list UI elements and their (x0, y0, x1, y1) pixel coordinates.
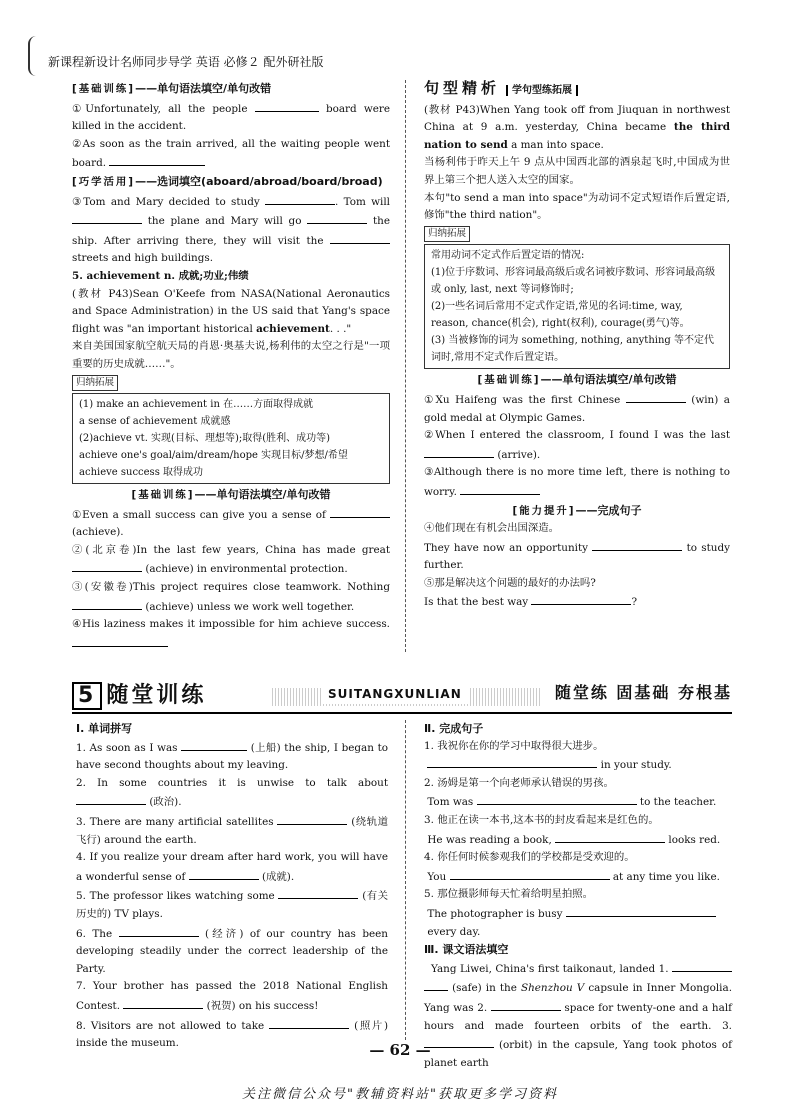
section-tag: [基础训练] (72, 83, 136, 95)
expansion-box (72, 393, 390, 484)
question-text: ④His laziness makes it impossible for him achieve success. (72, 618, 390, 631)
question-text: board were killed in the accident. (72, 102, 391, 133)
question-text: They have now an opportunity (424, 541, 589, 554)
section-tag: [能力提升] (512, 504, 576, 517)
question-text: (政治). (149, 796, 182, 809)
bottom-right-column (424, 720, 732, 1069)
box-line: achieve one's goal/aim/dream/hope 实现目标/梦想/希望 (79, 450, 348, 462)
question-text: 1. As soon as I was (76, 741, 178, 754)
section-heading: Ⅰ. 单词拼写 (76, 722, 133, 735)
example-text: (教材 P43)Sean O'Keefe from NASA(National Aeronautics and Space Administration) in the US said that Yang's space flight was "an important historical (72, 287, 390, 335)
example-text: a man into space. (507, 138, 604, 151)
question-text: (有关历史的) TV plays. (76, 890, 388, 920)
question-text: 6. The (76, 927, 113, 940)
answer-blank[interactable] (626, 390, 686, 403)
answer-blank[interactable] (555, 830, 665, 843)
section-tag: [基础训练] (131, 489, 195, 502)
example-translation: 当杨利伟于昨天上午 9 点从中国西北部的酒泉起飞时,中国成为世界上第三个把人送入太空的国家。 (424, 156, 730, 186)
question-text: 8. Visitors are not allowed to take (76, 1019, 265, 1032)
grammar-box (424, 244, 730, 369)
answer-blank[interactable] (491, 998, 561, 1011)
guina-tag: 归纳拓展 (72, 375, 118, 391)
section-tag: [基础训练] (477, 374, 541, 387)
question-cn: 3. 他正在读一本书,这本书的封皮看起来是红色的。 (424, 813, 659, 826)
question-text: to the teacher. (639, 796, 717, 809)
answer-blank[interactable] (330, 231, 390, 244)
answer-blank[interactable] (255, 99, 319, 112)
answer-blank[interactable] (181, 738, 247, 751)
question-text: (经济) of our country has been developing steadily under the correct leadership of the Party. (76, 927, 388, 975)
question-text: in your study. (600, 759, 672, 772)
question-text: ③(安徽卷)This project requires close teamwork. Nothing (72, 581, 390, 594)
question-text: (上船) the ship, I began to have second thoughts about my leaving. (76, 741, 388, 772)
question-text: (achieve) unless we work well together. (145, 600, 355, 613)
grammar-note: 本句"to send a man into space"为动词不定式短语作后置定语,修饰"the third nation"。 (424, 191, 730, 222)
question-text: (achieve) in environmental protection. (145, 563, 348, 576)
answer-blank[interactable] (119, 924, 199, 937)
question-text: 3. There are many artificial satellites (76, 815, 274, 828)
answer-blank[interactable] (277, 812, 347, 825)
banner-number: 5 (72, 682, 102, 710)
section-desc: ——单句语法填空/单句改错 (540, 373, 677, 387)
box-line: (2)achieve vt. 实现(目标、理想等);取得(胜利、成功等) (79, 433, 331, 445)
question-text: looks red. (668, 833, 721, 846)
answer-blank[interactable] (460, 482, 540, 495)
question-cn: 5. 那位摄影师每天忙着给明星拍照。 (424, 888, 594, 901)
banner-pinyin: SUITANGXUNLIAN (322, 686, 468, 704)
question-cn: ⑤那是解决这个问题的最好的办法吗? (424, 576, 596, 589)
example-bold: the third nation to send (424, 121, 731, 151)
question-cn: 2. 汤姆是第一个向老师承认错误的男孩。 (424, 776, 614, 789)
answer-blank[interactable] (269, 1016, 349, 1029)
section-desc: ——选词填空(aboard/abroad/board/broad) (135, 174, 383, 188)
question-text: (成就). (261, 870, 295, 883)
section-subtitle: 学句型练拓展 (506, 85, 578, 96)
question-text: ①Even a small success can give you a sense of (72, 508, 326, 521)
section-title: 句型精析 (424, 79, 501, 97)
answer-blank[interactable] (307, 211, 367, 224)
question-text: ②As soon as the train arrived, all the waiting people went board. (72, 137, 390, 170)
example-translation: 来自美国国家航空航天局的肖恩·奥基夫说,杨利伟的太空之行是"一项重要的历史成就……"。 (72, 340, 390, 370)
question-text: ①Xu Haifeng was the first Chinese (424, 393, 621, 406)
answer-blank[interactable] (566, 904, 716, 917)
question-text: every day. (427, 925, 481, 938)
column-divider (405, 80, 406, 652)
section-desc: ——单句语法填空/单句改错 (194, 488, 331, 502)
question-text: 2. In some countries it is unwise to talk about (76, 776, 388, 789)
answer-blank[interactable] (123, 996, 203, 1009)
answer-blank[interactable] (72, 559, 142, 572)
answer-blank[interactable] (265, 192, 335, 205)
question-text: (绕轨道飞行) around the earth. (76, 815, 388, 846)
box-line: achieve success 取得成功 (79, 467, 203, 479)
question-text: 5. The professor likes watching some (76, 890, 275, 903)
question-text: to study further. (424, 541, 730, 572)
left-column (72, 80, 390, 652)
right-column (424, 80, 730, 652)
box-line: (1)位于序数词、形容词最高级后或名词被序数词、形容词最高级或 only, last, next 等词修饰时; (431, 267, 716, 296)
answer-blank[interactable] (477, 792, 637, 805)
answer-blank[interactable] (531, 592, 631, 605)
example-bold: achievement (256, 322, 330, 335)
answer-blank[interactable] (424, 445, 494, 458)
section-desc: ——单句语法填空/单句改错 (135, 82, 272, 95)
box-line: a sense of achievement 成就感 (79, 416, 231, 428)
question-text: streets and high buildings. (72, 252, 214, 265)
question-text: He was reading a book, (427, 833, 552, 846)
bottom-left-column (76, 720, 389, 1050)
section-desc: ——完成句子 (575, 503, 642, 517)
section-heading: Ⅲ. 课文语法填空 (424, 943, 509, 957)
banner-title (72, 682, 206, 710)
box-line: (1) make an achievement in 在……方面取得成就 (79, 399, 314, 411)
footer-note: 关注微信公众号"教辅资料站"获取更多学习资料 (242, 1087, 558, 1102)
question-text: ? (631, 596, 638, 609)
answer-blank[interactable] (72, 211, 142, 224)
question-text: (achieve). (72, 526, 124, 539)
passage-text: (orbit) in the capsule, Yang took photos of planet earth (424, 1039, 732, 1069)
banner-title-text: 随堂训练 (106, 683, 207, 709)
question-text: The photographer is busy (427, 907, 563, 920)
answer-blank[interactable] (76, 792, 146, 805)
guina-tag: 归纳拓展 (424, 226, 470, 242)
example-text: (教材 P43)When Yang took off from Jiuquan in northwest China at 9 a.m. yesterday, China became (424, 103, 730, 134)
question-text: 7. Your brother has passed the 2018 National English Contest. (76, 980, 388, 1012)
question-cn: 4. 你任何时候参观我们的学校都是受欢迎的。 (424, 851, 635, 864)
question-text: ③Although there is no more time left, there is nothing to worry. (424, 466, 730, 498)
page-number: — 62 — (369, 1041, 431, 1059)
passage-text: space for twenty-one and a half hours and made fourteen orbits of the earth. 3. (424, 1001, 732, 1032)
question-text: the ship. After arriving there, they will visit the (72, 215, 390, 247)
column-divider (405, 720, 406, 1040)
question-text: (arrive). (497, 448, 541, 461)
question-text: You (427, 870, 447, 883)
question-text: ①Unfortunately, all the people (72, 102, 248, 115)
question-text: . Tom will (335, 195, 390, 208)
question-text: (祝贺) on his success! (206, 999, 319, 1012)
banner-slogan: 随堂练 固基础 夯根基 (554, 683, 732, 702)
question-text: 4. If you realize your dream after hard work, you will have a wonderful sense of (76, 851, 388, 883)
question-cn: 1. 我祝你在你的学习中取得很大进步。 (424, 739, 604, 752)
answer-blank[interactable] (330, 505, 390, 518)
passage-italic: Shenzhou V (520, 982, 585, 995)
example-text: . . ." (329, 322, 352, 335)
answer-blank[interactable] (72, 634, 168, 647)
answer-blank[interactable] (72, 597, 142, 610)
page-header (28, 36, 768, 76)
question-text: (win) a gold medal at Olympic Games. (424, 393, 730, 424)
box-line: 常用动词不定式作后置定语的情况: (431, 250, 585, 262)
header-title: 新课程新设计名师同步导学 英语 必修２ 配外研社版 (48, 55, 324, 69)
answer-blank[interactable] (109, 153, 205, 166)
question-text: ③Tom and Mary decided to study (72, 195, 260, 208)
question-text: (照片) inside the museum. (76, 1019, 389, 1050)
box-line: (2)一些名词后常用不定式作定语,常见的名词:time, way, reason, chance(机会), right(权利), courage(勇气)等。 (431, 301, 690, 330)
answer-blank[interactable] (592, 538, 682, 551)
header-bracket (28, 36, 40, 76)
word-entry: 5. achievement n. 成就;功业;伟绩 (72, 269, 249, 282)
question-text: Tom was (427, 796, 474, 809)
question-text: Is that the best way (424, 596, 529, 609)
passage-text: capsule in Inner Mongolia. Yang was 2. (424, 982, 732, 1014)
answer-blank[interactable] (278, 886, 358, 899)
passage-text: (safe) in the (452, 982, 521, 995)
question-text: ②When I entered the classroom, I found I was the last (424, 429, 730, 442)
box-line: (3) 当被修饰的词为 something, nothing, anything 等不定代词时,常用不定式作后置定语。 (431, 335, 714, 364)
answer-blank[interactable] (189, 867, 259, 880)
answer-blank[interactable] (427, 755, 597, 768)
question-text: at any time you like. (612, 870, 720, 883)
passage-text: Yang Liwei, China's first taikonaut, landed 1. (430, 962, 669, 975)
answer-blank[interactable] (424, 978, 448, 991)
section-tag: [巧学活用] (72, 175, 136, 188)
question-text: the plane and Mary will go (147, 215, 302, 228)
answer-blank[interactable] (672, 959, 732, 972)
section-heading: Ⅱ. 完成句子 (424, 722, 484, 735)
section-banner (72, 682, 732, 714)
question-cn: ④他们现在有机会出国深造。 (424, 522, 560, 535)
answer-blank[interactable] (450, 867, 610, 880)
question-text: ②(北京卷)In the last few years, China has made great (72, 543, 390, 556)
